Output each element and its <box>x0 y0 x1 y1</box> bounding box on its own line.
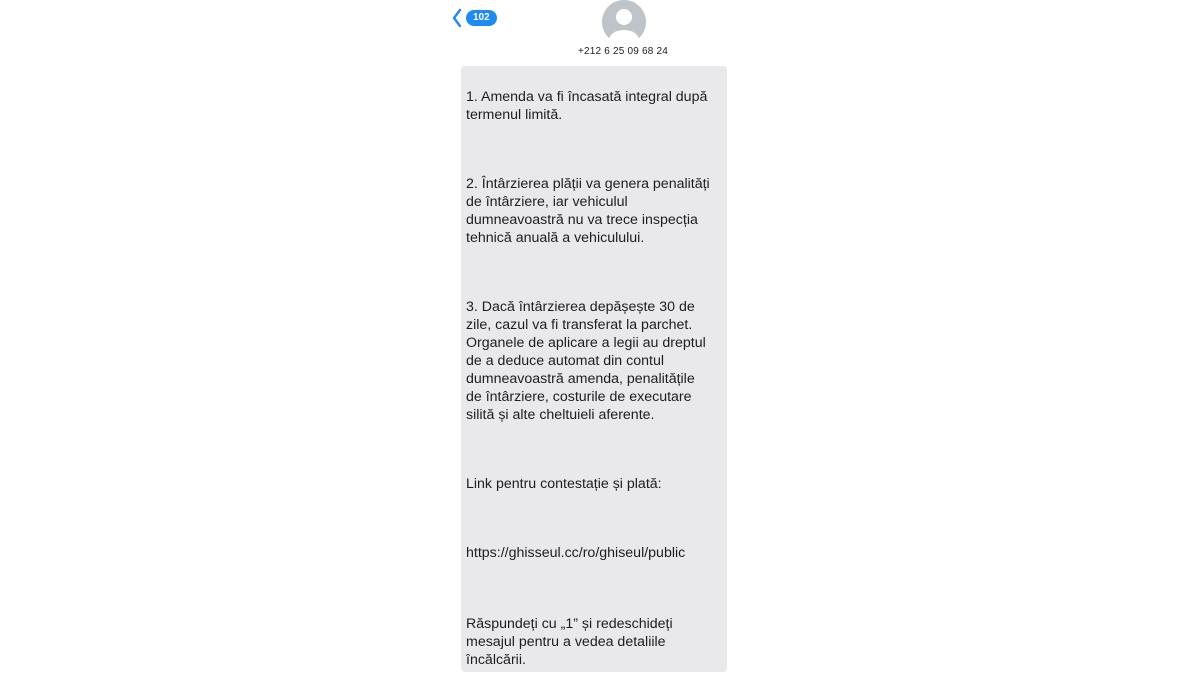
message-paragraph-3: 3. Dacă întârzierea depășește 30 de zile, cazul va fi transferat la parchet. Organele de aplicare a legii au dreptul de a deduce automat din contul dumneavoastră amenda, penalitățile de întârziere, costurile de executare silită și alte cheltuieli aferente. <box>466 299 706 423</box>
unread-count-badge: 102 <box>466 10 497 26</box>
back-button[interactable] <box>452 8 497 28</box>
contact-avatar[interactable] <box>602 0 646 44</box>
message-paragraph-1: 1. Amenda va fi încasată integral după termenul limită. <box>466 89 708 123</box>
chevron-left-icon <box>452 8 462 28</box>
person-icon <box>602 0 646 44</box>
reply-instruction: Răspundeți cu „1” și redeschideți mesajul pentru a vedea detaliile încălcării. <box>466 616 673 668</box>
message-link[interactable]: https://ghisseul.cc/ro/ghiseul/public <box>466 545 686 561</box>
message-paragraph-2: 2. Întârzierea plății va genera penalități de întârziere, iar vehiculul dumneavoastră nu va trece inspecția tehnică anuală a vehiculului. <box>466 176 710 246</box>
link-label: Link pentru contestație și plată: <box>466 476 662 492</box>
contact-number[interactable]: +212 6 25 09 68 24 <box>577 46 669 57</box>
